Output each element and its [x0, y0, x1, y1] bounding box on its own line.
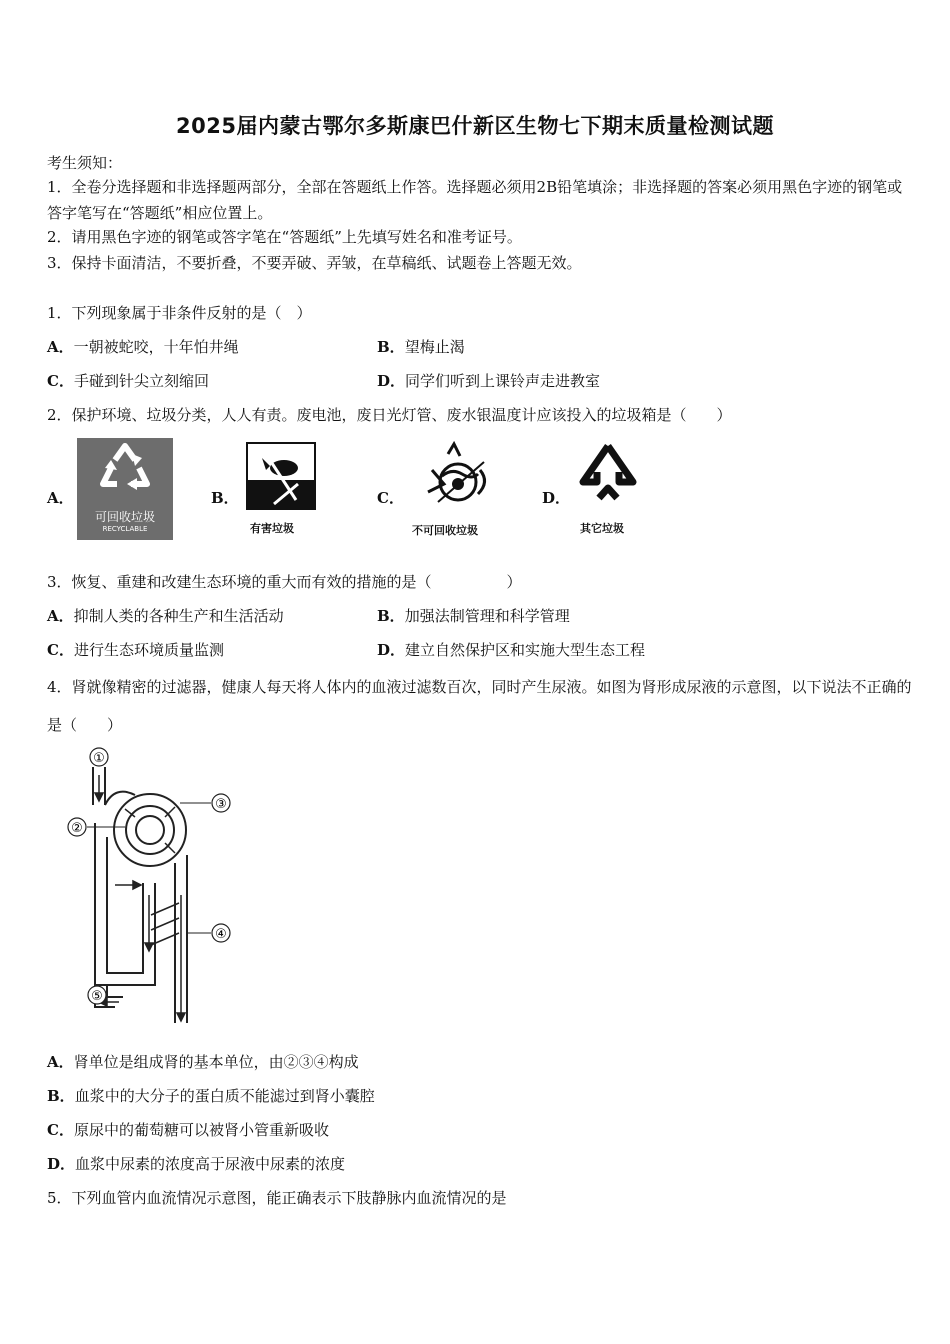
- option-label: D．: [377, 372, 406, 390]
- option-text: 一朝被蛇咬，十年怕井绳: [73, 338, 239, 356]
- option-label: C．: [47, 1121, 74, 1139]
- q3-option-b[interactable]: [377, 605, 570, 626]
- question-4-stem: 4．肾就像精密的过滤器，健康人每天将人体内的血液过滤数百次，同时产生尿液。如图为肾形成尿液的示意图，以下说法不正确的是（ ）: [47, 678, 912, 734]
- q2-option-d-label[interactable]: D．: [542, 489, 571, 507]
- q2-option-c-label[interactable]: C．: [377, 489, 404, 507]
- question-2-stem: 2．保护环境、垃圾分类，人人有责。废电池，废日光灯管、废水银温度计应该投入的垃圾箱是（ ）: [47, 406, 732, 424]
- diagram-label-5: ⑤: [91, 989, 103, 1004]
- option-label: B．: [377, 607, 405, 625]
- option-label: B．: [47, 1087, 75, 1105]
- q2-option-a-label[interactable]: A．: [47, 489, 74, 507]
- option-text: 手碰到针尖立刻缩回: [73, 372, 209, 390]
- nephron-diagram: [55, 745, 240, 1030]
- option-text: 血浆中的大分子的蛋白质不能滤过到肾小囊腔: [74, 1087, 375, 1105]
- question-3-stem: 3．恢复、重建和改建生态环境的重大而有效的措施的是（ ）: [47, 573, 522, 591]
- option-label: C．: [47, 641, 74, 659]
- q1-option-c[interactable]: [47, 370, 209, 391]
- option-label: A．: [47, 338, 74, 356]
- harmful-caption: 有害垃圾: [250, 522, 294, 535]
- recyclable-bin-icon[interactable]: [77, 438, 173, 540]
- question-1-stem: 1．下列现象属于非条件反射的是（ ）: [47, 304, 312, 322]
- page-title: 2025届内蒙古鄂尔多斯康巴什新区生物七下期末质量检测试题: [176, 114, 774, 138]
- option-text: 抑制人类的各种生产和生活活动: [73, 607, 284, 625]
- q1-option-b[interactable]: [377, 336, 465, 357]
- notice-item-3: 3．保持卡面清洁，不要折叠，不要弄破、弄皱，在草稿纸、试题卷上答题无效。: [47, 254, 582, 272]
- q1-option-d[interactable]: [377, 370, 600, 391]
- option-text: 望梅止渴: [404, 338, 465, 356]
- diagram-label-1: ①: [93, 751, 105, 766]
- option-label: A．: [47, 1053, 74, 1071]
- other-waste-caption: 其它垃圾: [580, 522, 624, 535]
- nephron-diagram-svg: [55, 745, 240, 1030]
- diagram-label-2: ②: [71, 821, 83, 836]
- non-recyclable-bin-icon[interactable]: [418, 440, 496, 514]
- q3-option-a[interactable]: [47, 605, 284, 626]
- q1-option-a[interactable]: [47, 336, 239, 357]
- recyclable-caption-en: RECYCLABLE: [102, 525, 148, 533]
- q4-option-b[interactable]: [47, 1085, 375, 1106]
- q2-option-b-label[interactable]: B．: [211, 489, 239, 507]
- option-label: B．: [377, 338, 405, 356]
- q3-option-c[interactable]: [47, 639, 224, 660]
- recyclable-caption: 可回收垃圾: [94, 510, 155, 524]
- option-text: 建立自然保护区和实施大型生态工程: [405, 641, 646, 659]
- option-text: 加强法制管理和科学管理: [404, 607, 570, 625]
- notice-item-1: 1．全卷分选择题和非选择题两部分，全部在答题纸上作答。选择题必须用2B铅笔填涂；非选择题的答案必须用黑色字迹的钢笔或答字笔写在“答题纸”相应位置上。: [47, 178, 903, 222]
- q4-option-c[interactable]: [47, 1119, 329, 1140]
- diagram-label-4: ④: [215, 927, 227, 942]
- q4-option-d[interactable]: [47, 1153, 345, 1174]
- other-waste-bin-icon[interactable]: [575, 442, 641, 510]
- q4-option-a[interactable]: [47, 1051, 359, 1072]
- diagram-label-3: ③: [215, 797, 227, 812]
- option-label: D．: [377, 641, 406, 659]
- option-label: A．: [47, 607, 74, 625]
- question-5-stem: 5．下列血管内血流情况示意图，能正确表示下肢静脉内血流情况的是: [47, 1189, 507, 1207]
- option-text: 同学们听到上课铃声走进教室: [405, 372, 601, 390]
- option-label: C．: [47, 372, 74, 390]
- notice-heading: 考生须知：: [47, 154, 123, 172]
- harmful-symbol-icon: [248, 444, 314, 508]
- notice-item-2: 2．请用黑色字迹的钢笔或答字笔在“答题纸”上先填写姓名和准考证号。: [47, 228, 522, 246]
- option-text: 肾单位是组成肾的基本单位，由②③④构成: [73, 1053, 359, 1071]
- harmful-bin-icon[interactable]: [246, 442, 316, 510]
- option-label: D．: [47, 1155, 76, 1173]
- non-recyclable-caption: 不可回收垃圾: [412, 524, 478, 537]
- option-text: 原尿中的葡萄糖可以被肾小管重新吸收: [73, 1121, 329, 1139]
- non-recyclable-symbol-icon: [418, 440, 496, 514]
- option-text: 进行生态环境质量监测: [73, 641, 224, 659]
- recycle-arrows-icon: [77, 438, 173, 508]
- option-text: 血浆中尿素的浓度高于尿液中尿素的浓度: [75, 1155, 346, 1173]
- other-waste-symbol-icon: [575, 442, 641, 510]
- q3-option-d[interactable]: [377, 639, 645, 660]
